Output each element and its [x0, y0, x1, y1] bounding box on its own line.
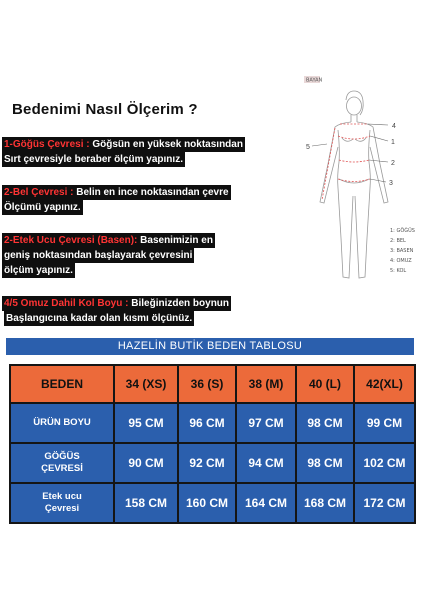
- marker-4: 4: [392, 123, 396, 130]
- legend-item: 4: OMUZ: [390, 258, 412, 264]
- table-cell: 97 CM: [237, 404, 295, 442]
- table-header-size: 38 (M): [237, 366, 295, 402]
- marker-2: 2: [391, 160, 395, 167]
- marker-3: 3: [389, 180, 393, 187]
- instruction-line: Başlangıcına kadar olan kısmı ölçünüz.: [6, 313, 193, 324]
- instruction-label: 1-Göğüs Çevresi :: [4, 139, 90, 150]
- row-label-text: Etek ucu: [42, 491, 82, 502]
- table-cell: 95 CM: [115, 404, 177, 442]
- table-row-label: [11, 404, 113, 442]
- table-row-label: [11, 444, 113, 482]
- row-label-text: GÖĞÜS: [44, 451, 80, 462]
- woman-silhouette-icon: [320, 91, 388, 278]
- instruction-line: Ölçümü yapınız.: [4, 202, 81, 213]
- table-cell: 172 CM: [355, 484, 414, 522]
- figure-legend: [390, 227, 415, 274]
- table-header-size: 40 (L): [297, 366, 353, 402]
- instruction-label: 2-Etek Ucu Çevresi (Basen):: [4, 235, 138, 246]
- page-title: Bedenimi Nasıl Ölçerim ?: [12, 101, 198, 118]
- instruction-text: Göğsün en yüksek noktasından: [89, 139, 243, 150]
- table-cell: 99 CM: [355, 404, 414, 442]
- table-cell: 102 CM: [355, 444, 414, 482]
- table-cell: 98 CM: [297, 404, 353, 442]
- instruction-label: 2-Bel Çevresi :: [4, 187, 74, 198]
- table-cell: 92 CM: [179, 444, 235, 482]
- legend-item: 5: KOL: [390, 268, 407, 274]
- instruction-line: [2, 137, 245, 152]
- instruction-waist: [2, 185, 302, 215]
- instruction-line: [2, 185, 231, 200]
- table-cell: 94 CM: [237, 444, 295, 482]
- size-table: [9, 364, 416, 524]
- table-row-label: [11, 484, 113, 522]
- instruction-text: Bileğinizden boynun: [128, 298, 230, 309]
- legend-item: 1: GÖĞÜS: [390, 228, 415, 234]
- row-label-text: ÜRÜN BOYU: [33, 417, 91, 428]
- table-header-size: 42(XL): [355, 366, 414, 402]
- table-cell: 90 CM: [115, 444, 177, 482]
- table-header-beden: BEDEN: [11, 366, 113, 402]
- table-cell: 168 CM: [297, 484, 353, 522]
- table-cell: 158 CM: [115, 484, 177, 522]
- marker-1: 1: [391, 139, 395, 146]
- table-cell: 96 CM: [179, 404, 235, 442]
- instruction-line: [2, 233, 215, 248]
- instruction-bust: [2, 137, 302, 167]
- instruction-sleeve: [2, 296, 302, 326]
- instruction-hip: [2, 233, 302, 278]
- instruction-line: ölçüm yapınız.: [4, 265, 73, 276]
- size-table-title: HAZELİN BUTİK BEDEN TABLOSU: [6, 338, 414, 355]
- body-measurement-figure: [302, 72, 416, 292]
- marker-5: 5: [306, 144, 310, 151]
- instruction-text: Basenimizin en: [137, 235, 213, 246]
- table-cell: 160 CM: [179, 484, 235, 522]
- instruction-text: Belin en ince noktasından çevre: [73, 187, 229, 198]
- table-header-size: 34 (XS): [115, 366, 177, 402]
- table-header-size: 36 (S): [179, 366, 235, 402]
- table-cell: 164 CM: [237, 484, 295, 522]
- measurement-lines: [322, 124, 370, 200]
- row-label-text: Çevresi: [44, 503, 80, 514]
- figure-tag: BAYAN: [306, 77, 323, 84]
- instruction-label: 4/5 Omuz Dahil Kol Boyu :: [4, 298, 129, 309]
- instruction-line: Sırt çevresiyle beraber ölçüm yapınız.: [4, 154, 183, 165]
- instruction-line: [2, 296, 231, 311]
- legend-item: 3: BASEN: [390, 248, 414, 254]
- legend-item: 2: BEL: [390, 238, 406, 244]
- row-label-text: ÇEVRESİ: [41, 463, 83, 474]
- instruction-line: geniş noktasından başlayarak çevresini: [4, 250, 193, 261]
- table-cell: 98 CM: [297, 444, 353, 482]
